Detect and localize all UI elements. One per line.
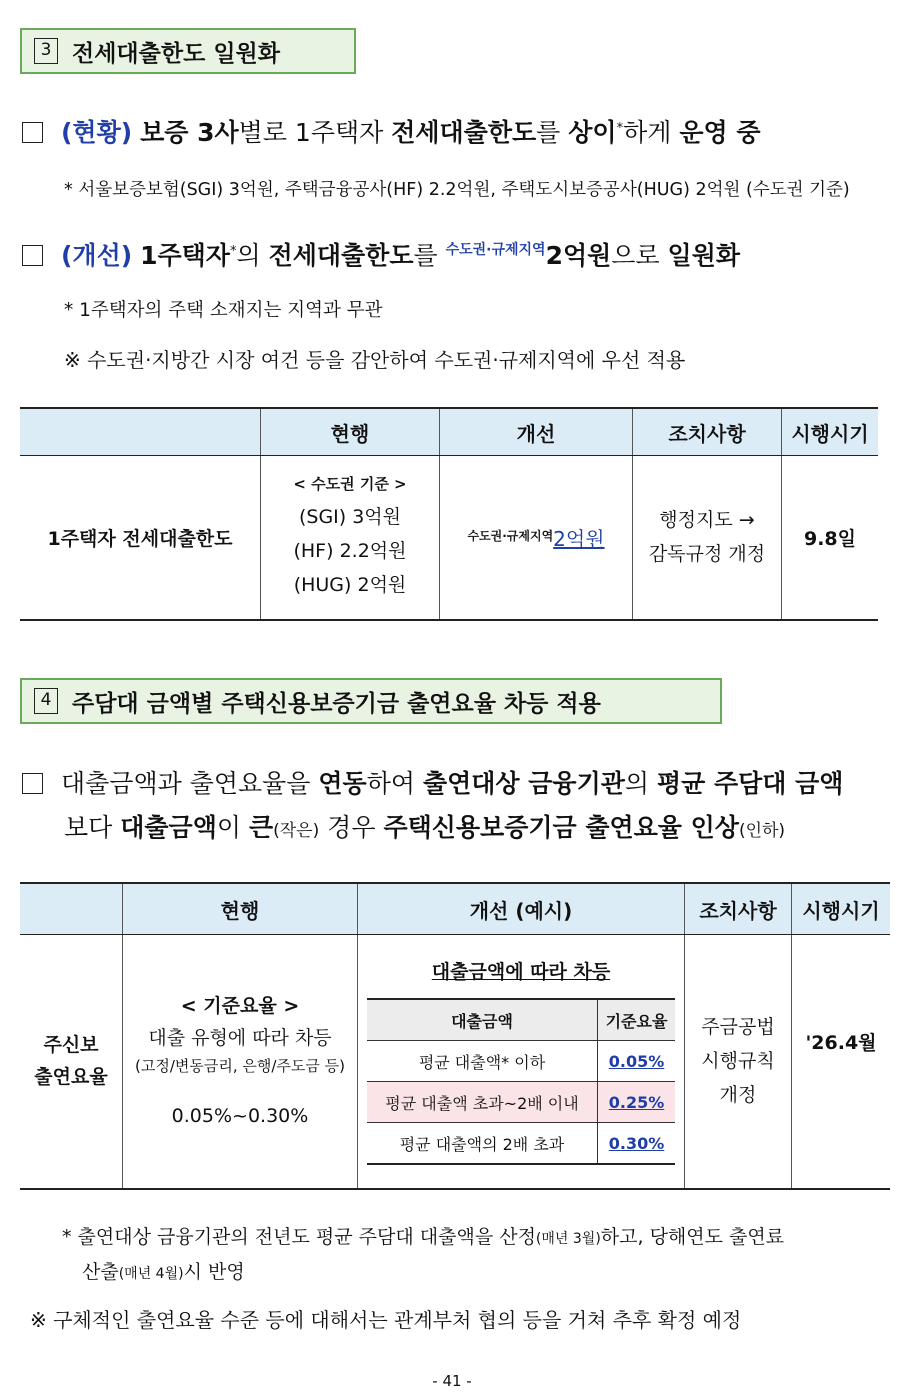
page-number: - 41 - xyxy=(432,1372,472,1390)
footnote-1: * 출연대상 금융기관의 전년도 평균 주담대 대출액을 산정(매년 3월)하고, 당해연도 출연료 xyxy=(62,1226,785,1248)
section-4-header xyxy=(20,678,722,724)
table-row: 평균 대출액 초과~2배 이내 0.25% xyxy=(367,1082,675,1123)
status-bullet: (현황) 보증 3사별로 1주택자 전세대출한도를 상이*하게 운영 중 xyxy=(22,113,760,149)
improve-note-2: ※ 수도권·지방간 시장 여건 등을 감안하여 수도권·규제지역에 우선 적용 xyxy=(64,348,686,372)
date-cell: '26.4월 xyxy=(792,935,891,1189)
improve-bullet: (개선) 1주택자*의 전세대출한도를 $^{수도권\cdot 규제지역}$2억원으로 일원화 xyxy=(22,236,740,272)
section-3-header xyxy=(20,28,356,74)
section-number: 4 xyxy=(34,688,58,714)
action-cell: 주금공법 시행규칙 개정 xyxy=(685,935,792,1189)
section-title: 주담대 금액별 주택신용보증기금 출연요율 차등 적용 xyxy=(72,690,601,717)
checkbox-square-icon xyxy=(22,245,43,266)
status-note: * 서울보증보험(SGI) 3억원, 주택금융공사(HF) 2.2억원, 주택도시보증공사(HUG) 2억원 (수도권 기준) xyxy=(64,180,850,200)
footnote-2: ※ 구체적인 출연요율 수준 등에 대해서는 관계부처 협의 등을 거쳐 추후 확정 예정 xyxy=(30,1308,742,1332)
action-cell: 행정지도 → 감독규정 개정 xyxy=(633,456,782,620)
section-title: 전세대출한도 일원화 xyxy=(72,40,280,67)
section-number: 3 xyxy=(34,38,58,64)
table-row: 평균 대출액* 이하 0.05% xyxy=(367,1041,675,1082)
checkbox-square-icon xyxy=(22,122,43,143)
improve-note-1: * 1주택자의 주택 소재지는 지역과 무관 xyxy=(64,300,383,321)
contribution-rate-table: 현행 개선 (예시) 조치사항 시행시기 주신보 출연요율 < 기준요율 > 대출 유형에 따라 차등 (고정/변동금리, 은행/주도금 등) 0.05%~0.30% 대출금액에 따라 차등 대출금액 기준요율 평균 대출액* 이하 0.05% 평균 대출액 초과~2배 이내 0.25% 평균 대출액의 2배 초과 0.30% 주금공법 시행규칙 개정 '26.4월 xyxy=(20,882,890,1190)
current-cell: < 수도권 기준 > (SGI) 3억원 (HF) 2.2억원 (HUG) 2억원 xyxy=(261,456,440,620)
section4-bullet-line1: 대출금액과 출연요율을 연동하여 출연대상 금융기관의 평균 주담대 금액 xyxy=(22,764,843,800)
checkbox-square-icon xyxy=(22,773,43,794)
loan-limit-table: 현행 개선 조치사항 시행시기 1주택자 전세대출한도 < 수도권 기준 > (SGI) 3억원 (HF) 2.2억원 (HUG) 2억원 $^{수도권\cdot 규제지역}$2억원 행정지도 → 감독규정 개정 9.8일 xyxy=(20,407,878,621)
improved-cell: 대출금액에 따라 차등 대출금액 기준요율 평균 대출액* 이하 0.05% 평균 대출액 초과~2배 이내 0.25% 평균 대출액의 2배 초과 0.30% xyxy=(358,935,685,1189)
row-label: 주신보 출연요율 xyxy=(34,1034,108,1089)
row-label: 1주택자 전세대출한도 xyxy=(47,527,233,550)
current-cell: < 기준요율 > 대출 유형에 따라 차등 (고정/변동금리, 은행/주도금 등) 0.05%~0.30% xyxy=(123,935,358,1189)
table-row: 평균 대출액의 2배 초과 0.30% xyxy=(367,1123,675,1165)
footnote-1-cont: 산출(매년 4월)시 반영 xyxy=(82,1261,245,1283)
rate-tier-table: 대출금액 기준요율 평균 대출액* 이하 0.05% 평균 대출액 초과~2배 이내 0.25% 평균 대출액의 2배 초과 0.30% xyxy=(367,998,675,1165)
improved-cell: $^{수도권\cdot 규제지역}$2억원 xyxy=(440,456,633,620)
section4-bullet-line2: 보다 대출금액이 큰(작은) 경우 주택신용보증기금 출연요율 인상(인하) xyxy=(64,813,786,842)
date-cell: 9.8일 xyxy=(782,456,879,620)
